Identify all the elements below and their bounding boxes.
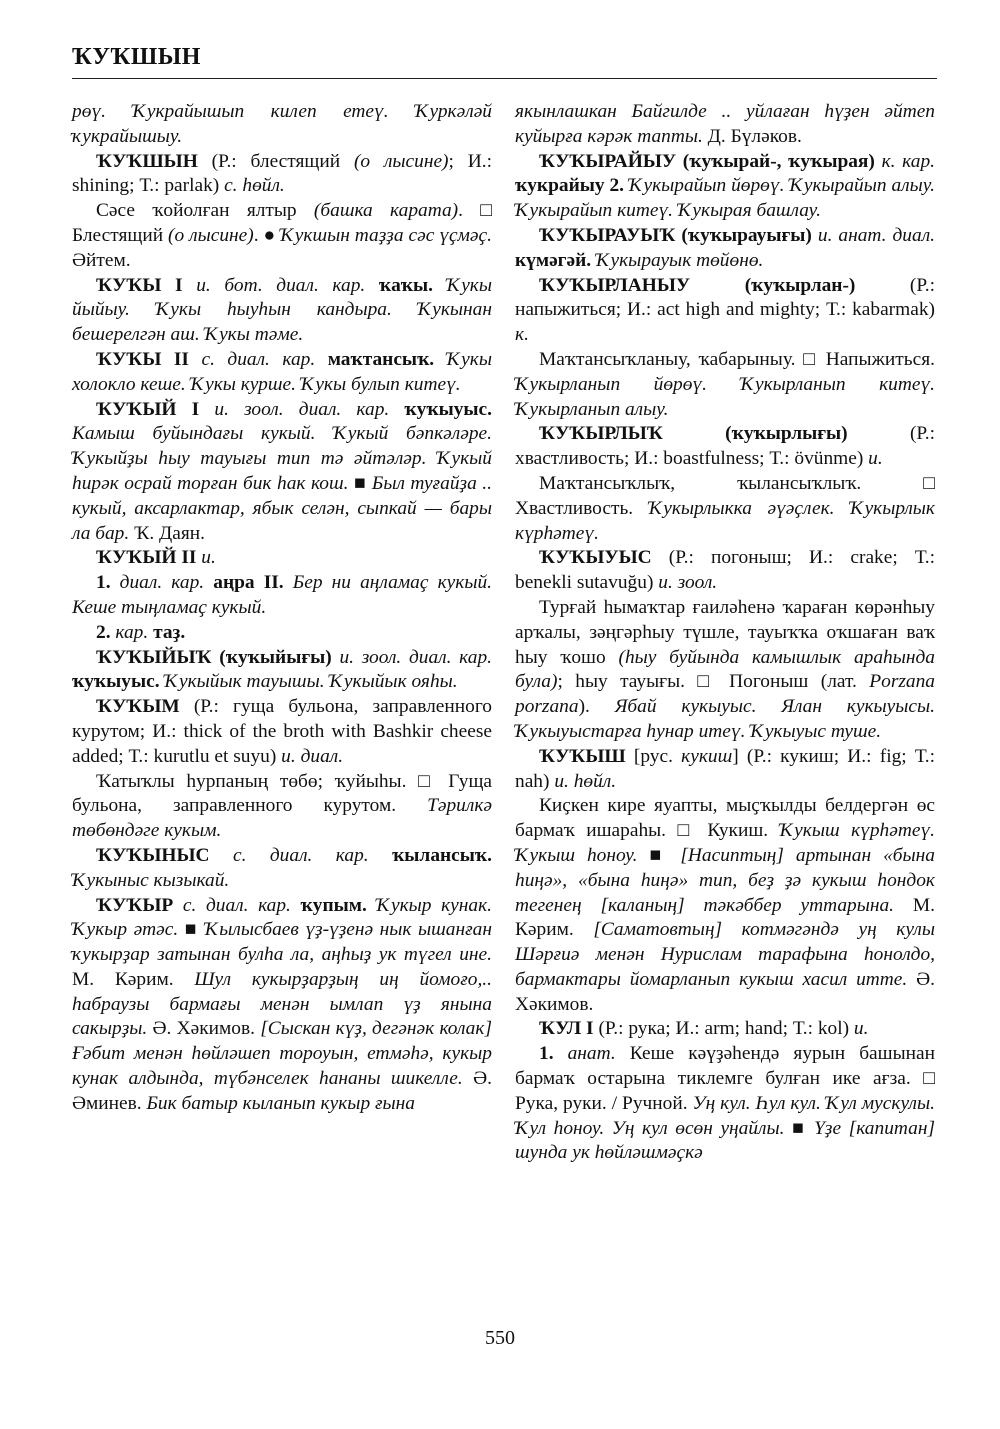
italic-text: Бик батыр кыланып кукыр ғына (146, 1092, 415, 1114)
entry-paragraph (515, 150, 935, 224)
italic-text: Бер ни аңламаҫ кукый. Кеше тыңламаҫ кукый. (72, 572, 492, 618)
italic-text: [Сыскан күҙ, дегәнәк колак] Ғәбит менән һөйләшеп тороуын, етмәһә, кукыр кунак алдында, түбәнселек һананы шикелле. (72, 1018, 492, 1090)
body-text: (Р.: напыжиться; И.: act high and mighty; Т.: kabarmak) (515, 274, 935, 321)
headword-text: күмәгәй. (515, 249, 592, 271)
entry-paragraph (72, 894, 492, 1117)
body-text: ; һыу тауығы. □ Погоныш (лат. (557, 671, 870, 693)
entry-paragraph (515, 100, 935, 150)
italic-text: (һыу буйында камышлык араһында була) (515, 646, 935, 693)
italic-text: с. һөйл. (224, 175, 285, 197)
italic-text: Ҡукырланып йөрөү. Ҡукырланып китеү. Ҡукырланып алыу. (515, 373, 935, 420)
italic-text: Ҡукшын таҙҙа сәс үҫмәҫ. (280, 224, 492, 246)
headword-text: ҠУҠЫМ (96, 696, 180, 718)
header-rule (72, 78, 937, 79)
body-text: (Р.: рука; И.: arm; hand; Т.: kol) (593, 1018, 854, 1040)
body-text: (Р.: погоныш; И.: crake; Т.: benekli sutavuğu) (515, 547, 935, 594)
italic-text: к. кар. (874, 150, 935, 172)
italic-text: [Насиптың] артынан «бына һиңә», «бына һиңә» тип, беҙ ҙә кукыш һондок тегенең [каланың] тәкәббер уттарына. (515, 844, 935, 916)
entry-paragraph (72, 100, 492, 150)
italic-text: с. диал. кар. (209, 844, 369, 866)
entry-paragraph (515, 224, 935, 274)
italic-text: (о лысине) (168, 224, 254, 246)
italic-text: и. зоол. диал. кар. (331, 646, 492, 668)
body-text: ■ (637, 844, 681, 866)
left-column (72, 100, 492, 1117)
italic-text: Шул кукырҙарҙың иң йомоғо,.. һабраузы бармағы менән ымлап үҙ янына сакырҙы. (72, 968, 492, 1040)
italic-text: и. анат. диал. (811, 224, 935, 246)
italic-text: и. диал. (281, 745, 344, 767)
headword-text: ҠУҠЫРАЙЫУ (ҡуҡырай-, ҡуҡырая) (539, 150, 875, 172)
body-text: . ● (253, 224, 281, 246)
italic-text: и. (853, 1018, 869, 1040)
body-text: ; И.: shining; Т.: parlak) (72, 150, 492, 197)
running-header: ҠУҠШЫН (72, 44, 201, 70)
body-text: ). (578, 696, 615, 718)
entry-paragraph (515, 1042, 935, 1166)
entry-paragraph (72, 546, 492, 571)
italic-text: Porzana porzana (515, 671, 935, 718)
italic-text: кар. (110, 621, 149, 643)
italic-text: Ҡукырауык төйөнө. (591, 249, 764, 271)
body-text: (Р.: хвастливость; И.: boastfulness; Т.: övünme) (515, 423, 935, 470)
entry-paragraph (515, 1017, 935, 1042)
italic-text: (башка карата) (313, 200, 459, 222)
headword-text: ҠУҠЫ I (96, 274, 183, 296)
body-text: ■ (784, 1117, 815, 1139)
entry-paragraph (515, 745, 935, 795)
entry-paragraph (72, 199, 492, 273)
headword-text: ҠУҠЫРАУЫҠ (ҡуҡырауығы) (539, 224, 812, 246)
body-text: [рус. (625, 745, 682, 767)
italic-text: якынлашкан Байгилде .. уйлаған һүҙен әйтеп куйырға кәрәк тапты. (515, 101, 935, 147)
italic-text: диал. кар. (110, 572, 205, 594)
entry-paragraph (72, 646, 492, 696)
headword-text: таҙ. (148, 621, 186, 643)
italic-text: и. зоол. (658, 572, 718, 594)
body-text: Ҡ. Даян. (129, 522, 205, 544)
headword-text: ҡукрайыу 2. (515, 175, 625, 197)
headword-text: ҠУҠШЫН (96, 150, 198, 172)
body-text: Сәсе ҡойолған ялтыр (96, 200, 314, 222)
italic-text: (о лысине) (353, 150, 449, 172)
headword-text: ҠУҠЫ II (96, 348, 189, 370)
entry-paragraph (515, 348, 935, 422)
entry-paragraph (72, 150, 492, 200)
headword-text: 1. (539, 1043, 554, 1065)
body-text: Ә. Хәкимов. (147, 1018, 261, 1040)
body-text: . □ Блестящий (72, 200, 492, 246)
body-text: Ә. Әминев. (72, 1068, 492, 1114)
entry-paragraph (72, 621, 492, 646)
italic-text: Был туғайҙа .. кукый, аксарлактар, ябык селән, сыпкай — бары ла бар. (72, 472, 492, 544)
italic-text: кукиш (681, 745, 733, 767)
italic-text: [Саматовтың] котмәгәндә уң кулы Шәрғиә менән Нурислам тарафына һонолдо, бармактары йомарланып кукыш хасил итте. (515, 919, 935, 990)
italic-text: с. диал. кар. (173, 894, 291, 916)
italic-text: Уң кул. Һул кул. Ҡул мускулы. Ҡул һоноу. Уң кул өсөн уңайлы. (515, 1092, 935, 1139)
headword-text: ҠУҠЫЙ I (96, 398, 200, 420)
entry-paragraph (72, 348, 492, 398)
headword-text: аңра II. (204, 572, 284, 594)
entry-paragraph (72, 274, 492, 348)
italic-text: Ҡукыр кунак. Ҡукыр әтәс. (72, 894, 492, 941)
italic-text: Ҡылысбаев үҙ-үҙенә нык ышанған ҡукырҙар затынан булһа ла, аңһыҙ ук түгел ине. (72, 919, 492, 966)
body-text: Турғай һымаҡтар ғаиләһенә ҡараған көрәнһыу арҡалы, зәңгәрһыу түшле, тауыҡҡа оҡшаған ваҡ һыу ҡошо (515, 596, 935, 668)
headword-text: ҡылансыҡ. (368, 844, 493, 866)
headword-text: ҠУҠЫЙ II (96, 547, 197, 569)
body-text: ■ (348, 472, 372, 494)
entry-paragraph (515, 596, 935, 745)
italic-text: рөү. Ҡукрайышып килеп етеү. Ҡуркәләй ҡукрайышыу. (72, 101, 492, 147)
entry-paragraph (72, 844, 492, 894)
entry-paragraph (515, 794, 935, 1017)
body-text: Маҡтансыҡланыу, ҡабарыныу. □ Напыжиться. (539, 348, 935, 370)
body-text: М. Кәрим. (72, 968, 195, 990)
body-text: Кеше кәүҙәһендә яурын башынан бармаҡ остарына тиклемге булған ике ағза. □ Рука, руки. / Ручной. (515, 1043, 935, 1114)
entry-paragraph (515, 274, 935, 348)
headword-text: ҠУҠЫРЛЫҠ (ҡуҡырлығы) (539, 423, 848, 445)
body-text: Маҡтансыҡлыҡ, ҡылансыҡлыҡ. □ Хвастливость. (515, 472, 935, 519)
italic-text: и. (196, 547, 216, 569)
headword-text: ҡаҡы. (365, 274, 434, 296)
body-text: Д. Бүләков. (702, 125, 802, 147)
italic-text: Ҡукыйык тауышы. Ҡукыйык ояһы. (159, 671, 458, 693)
italic-text: анат. (553, 1043, 616, 1065)
entry-paragraph (515, 546, 935, 596)
italic-text: и. һөйл. (554, 770, 617, 792)
italic-text: Үҙе [капитан] шунда ук һөйләшмәҫкә (515, 1117, 935, 1164)
italic-text: и. зоол. диал. кар. (199, 398, 390, 420)
italic-text: Ябай кукыуыс. Ялан кукыуысы. Ҡукыуыстарға һунар итеү. Ҡукыуыс туше. (515, 696, 935, 742)
body-text: ] (Р.: кукиш; И.: fig; Т.: nah) (515, 745, 935, 792)
body-text: (Р.: гуща бульона, заправленного курутом; И.: thick of the broth with Bashkir cheese added; Т.: kurutlu et suyu) (72, 696, 492, 767)
italic-text: Камыш буйындағы кукый. Ҡукый бәпкәләре. Ҡукыйҙы һыу тауығы тип тә әйтәләр. Ҡукый һирәк осрай торған бик һак кош. (72, 423, 492, 494)
italic-text: и. (868, 448, 883, 470)
body-text: Ә. Хәкимов. (515, 968, 935, 1015)
headword-text: ҠУҠЫРЛАНЫУ (ҡуҡырлан-) (539, 274, 856, 296)
italic-text: Ҡукы йыйыу. Ҡукы һыуһын кандыра. Ҡукынан бешерелгән аш. Ҡукы тәме. (72, 274, 493, 346)
body-text: Әйтем. (72, 249, 131, 271)
italic-text: Тәрилкә төбөндәге кукым. (72, 795, 492, 842)
page-number: 550 (485, 1327, 515, 1349)
entry-paragraph (72, 770, 492, 844)
entry-paragraph (72, 398, 492, 547)
entry-paragraph (515, 422, 935, 472)
headword-text: маҡтансыҡ. (315, 348, 435, 370)
headword-text: ҠУҠЫЙЫҠ (ҡуҡыйығы) (96, 646, 332, 668)
headword-text: ҡупым. (290, 894, 367, 916)
headword-text: ҠУЛ I (539, 1018, 594, 1040)
italic-text: Ҡукырайып йөрөү. Ҡукырайып алыу. Ҡукырайып китеү. Ҡукырая башлау. (515, 175, 935, 222)
headword-text: ҡуҡыуыс. (72, 671, 160, 693)
body-text: Ҡатыҡлы һурпаның төбө; ҡуйыһы. □ Гуща бульона, заправленного курутом. (72, 770, 492, 817)
headword-text: ҠУҠЫР (96, 894, 174, 916)
entry-paragraph (515, 472, 935, 546)
italic-text: к. (515, 324, 529, 346)
headword-text: ҠУҠЫУЫС (539, 547, 652, 569)
right-column (515, 100, 935, 1166)
italic-text: Ҡукырлыкка әүәҫлек. Ҡукырлык күрһәтеү. (515, 497, 935, 544)
headword-text: ҠУҠЫШ (539, 745, 626, 767)
headword-text: ҠУҠЫНЫС (96, 844, 210, 866)
body-text: ■ (178, 919, 205, 941)
headword-text: 2. (96, 621, 111, 643)
headword-text: 1. (96, 572, 111, 594)
body-text: (Р.: блестящий (197, 150, 354, 172)
italic-text: Ҡукы холокло кеше. Ҡукы курше. Ҡукы булып китеү. (72, 348, 492, 395)
body-text: М. Кәрим. (515, 894, 935, 941)
italic-text: Ҡукыш күрһәтеү. Ҡукыш һоноу. (515, 820, 935, 866)
body-text: Киҫкен кире яуапты, мыҫҡылды белдергән өс бармаҡ ишараһы. □ Кукиш. (515, 795, 935, 842)
italic-text: с. диал. кар. (188, 348, 316, 370)
headword-text: ҡуҡыуыс. (389, 398, 493, 420)
italic-text: Ҡукыныс кызыкай. (72, 869, 230, 891)
entry-paragraph (72, 571, 492, 621)
entry-paragraph (72, 695, 492, 769)
italic-text: и. бот. диал. кар. (182, 274, 366, 296)
